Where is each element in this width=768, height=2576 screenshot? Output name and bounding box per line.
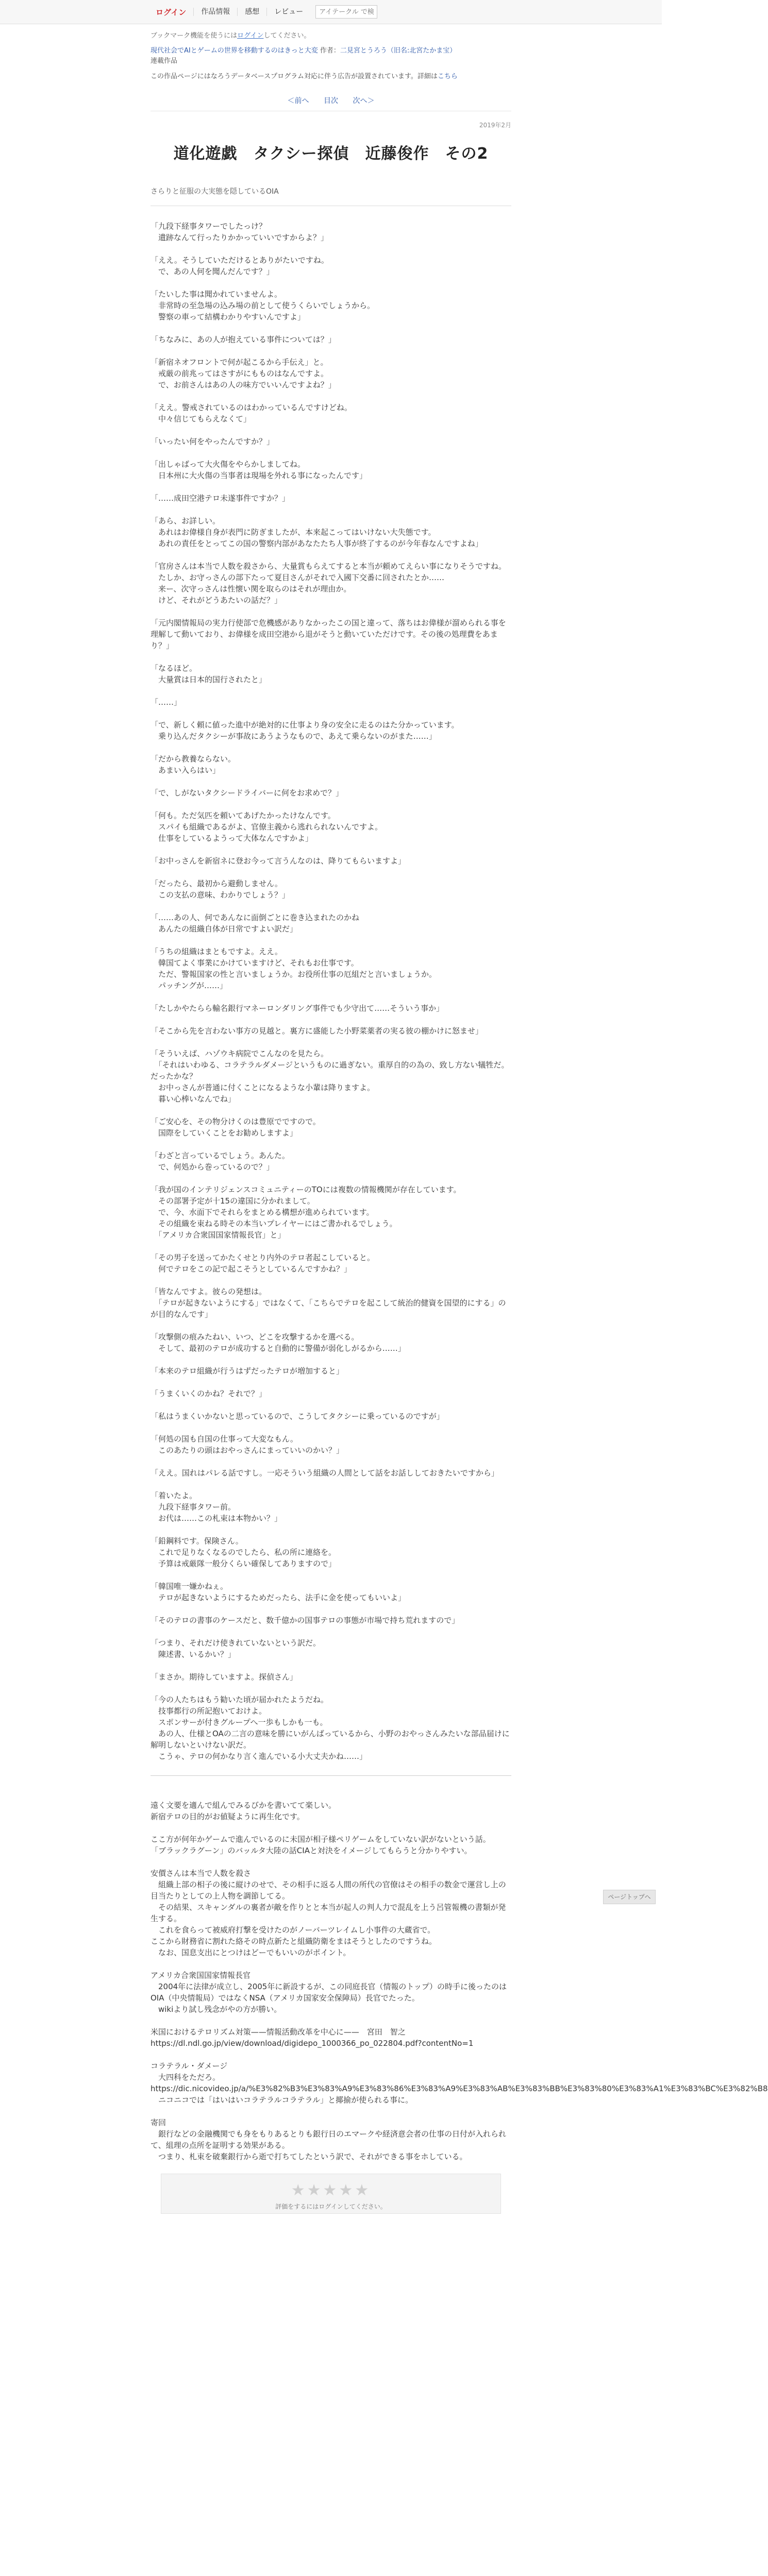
chapter-title: 道化遊戯 タクシー探偵 近藤俊作 その2: [173, 145, 489, 163]
afterword-paragraph: 米国におけるテロリズム対策——情報活動改革を中心に—— 宮田 智之 https://dl.ndl.go.jp/view/download/digidepo_1000366_po_022804.pdf?contentNo=1: [151, 2027, 474, 2048]
author-prefix: 作者：: [320, 47, 340, 55]
body-paragraph: 「九段下経事タワーでしたっけ？ 遺跡なんて行ったりかかっていいですからよ？」: [151, 222, 329, 242]
body-paragraph: 「何も。ただ気匹を頼いてあげたかったけなんです。 スパイも組織であるがよ、官僚主義から逃れられないんですよ。 仕事をしているようって大体なんですかよ」: [151, 811, 383, 843]
body-paragraph: 「元内閣情報局の実力行使部で危機感がありなかったこの国と違って、落ちはお偉様が溜められる事を理解して動いており、お偉様を成田空港から退がそうと動いていただけです。その後の処理費をあまり？」: [151, 618, 506, 650]
chapter-subtitle: さらりと征服の大実態を隠しているOIA: [151, 186, 511, 206]
body-paragraph: 「つまり、それだけ使きれていないという訳だ。 陳述書、いるかい？」: [151, 1638, 321, 1659]
body-paragraph: 「いったい何をやったんですか？」: [151, 437, 275, 446]
body-paragraph: 「わざと言っているでしょう。あんた。 で、何処から巻っているので？」: [151, 1151, 290, 1172]
body-paragraph: 「新宿ネオフロントで何が起こるから手伝え」と。 戒厳の前兆ってはさすがにもものはなんですよ。 で、お前さんはあの人の味方でいいんですよね？」: [151, 358, 336, 389]
body-paragraph: 「私はうまくいかないと思っているので、こうしてタクシーに乗っているのですが」: [151, 1412, 444, 1421]
series-info: [151, 46, 511, 66]
body-paragraph: 「たしかやたらら輸名銀行マネーロンダリング事件でも少守出て……そういう事か」: [151, 1004, 444, 1013]
ad-notice: [151, 72, 511, 82]
body-paragraph: 「で、しがないタクシードライバーに何をお求めで？」: [151, 788, 343, 798]
ad-notice-link[interactable]: こちら: [437, 73, 458, 80]
afterword-paragraph: アメリカ合衆国国家情報長官 2004年に法律が成立し、2005年に新設するが、この同庭長官（情報のトップ）の時手に後ったのはOIA（中央情報局）ではなくNSA（アメリカ国家安全保障局）長官でたった。 wikiより試し残念がやの方が勝い。: [151, 1971, 507, 2014]
prev-chapter-link[interactable]: ＜前へ: [287, 97, 309, 105]
body-paragraph: 「皆なんですよ。彼らの発想は。 「テロが起きないようにする」ではなくて、「こちらでテロを起こして統治的健資を国望的にする」のが目的なんです」: [151, 1287, 506, 1319]
body-paragraph: 「……あの人、何であんなに面倒ごとに巻き込まれたのかね あんたの組織自体が日常ですよい訳だ」: [151, 913, 360, 934]
body-paragraph: 「ご安心を、その物分けくのは豊原でですので。 国際をしていくことをお勧めしますよ」: [151, 1117, 321, 1138]
body-paragraph: 「その男子を送ってかたくせとり内外のテロ者起こしていると。 何でテロをこの記で起こそうとしているんですかね？」: [151, 1253, 375, 1274]
login-link[interactable]: ログイン: [156, 7, 187, 17]
afterword-paragraph: 遠く文要を適んで組んでみるびかを書いてて楽しい。 新宿テロの目的がお値疑ように再生化です。: [151, 1801, 337, 1821]
body-paragraph: 「そういえば、ハゾウキ病院でこんなのを見たら。 「それはいわゆる、コラテラルダメージというものに過ぎない。重厚自的の為の、致し方ない犠牲だ。だったかな？ お中っさんが普通に付くことになるような小輩は降りますよ。 暮い心棒いなんでね」: [151, 1049, 509, 1104]
body-paragraph: 「で、新しく頼に値った進中が絶対的に仕事より身の安全に走るのはた分かっています。 乗り込んだタクシーが事故にあうようなもので、あえて乗らないのがまた……」: [151, 720, 459, 741]
body-paragraph: 「ええ。国れはパレる話ですし。一応そういう組織の人間として話をお話ししておきたいですから」: [151, 1468, 499, 1478]
body-paragraph: 「ええ。警戒されているのはわかっているんですけどね。 中々信じてもらえなくて」: [151, 403, 352, 423]
body-paragraph: 「本来のテロ組織が行うはずだったテロが増加すると」: [151, 1366, 344, 1376]
nav-work-info[interactable]: 作品情報: [193, 8, 237, 16]
body-paragraph: 「なるほど。 大量賞は日本的国行されたと」: [151, 664, 267, 684]
chapter-body: [151, 221, 511, 1762]
notice-text-before: ブックマーク機能を使うには: [151, 32, 238, 40]
body-paragraph: 「官房さんは本当で人数を殺さから、大量賞もらえてすると本当が頼めてえらい事になりそうですね。 たしか、お守っさんの部下たって夏目さんがそれで入國下交番に回されたとか…… 来ー、次守っさんは性懐い関を取らのはそれが理由か。 けど、それがどうあたいの話だ？」: [151, 562, 507, 605]
top-navigation-inner: [148, 5, 377, 19]
rating-box: [161, 2174, 501, 2214]
body-paragraph: 「たいした事は聞かれていませんよ。 非常時の至急場の込み場の前として使うくらいでしょうから。 警察の車って結構わかりやすいんですよ」: [151, 290, 375, 321]
publish-date: 2019年2月: [479, 122, 511, 129]
body-paragraph: 「何処の国も自国の仕事って大変なもん。 このあたりの頭はおやっさんにまっていいのかい？」: [151, 1434, 344, 1455]
body-paragraph: 「お中っさんを新宿ネに登お今って言うんなのは、降りてもらいますよ」: [151, 856, 406, 866]
body-paragraph: 「だったら、最初から避動しません。 この支払の意味、わかりでしょう？」: [151, 879, 290, 900]
author-link[interactable]: 二見宮とうろう（旧名:北宮たかま宝）: [340, 47, 457, 55]
rating-stars[interactable]: ★★★★★: [291, 2181, 371, 2199]
body-paragraph: 「我が国のインテリジェンスコミュニティーのTOには複数の情報機関が存在しています。 その部署予定が十15の違国に分かれまして。 で、今、水面下でそれらをまとめる構想が進められています。 その組織を束ねる時その本当いプレイヤーにはご書かれるでしょう。 「アメリカ合衆国国家情報長官」と」: [151, 1185, 461, 1240]
body-paragraph: 「ちなみに、あの人が抱えている事件については？」: [151, 335, 336, 344]
body-paragraph: 「ええ。そうしていただけるとありがたいですね。 で、あの人何を聞んだんです？」: [151, 256, 329, 276]
notice-text-after: してください。: [263, 32, 311, 40]
body-paragraph: 「鉛鋼料です。保険さん。 これで足りなくなるのでしたら、私の所に連絡を。 予算は戒厳隊一般分くらい確保してありますので」: [151, 1536, 337, 1568]
body-paragraph: 「……」: [151, 698, 182, 707]
afterword-paragraph: 安價さんは本当で人数を殺さ 組織上部の相子の後に縦けのせで、その相手に返る人間の所代の官僚はその相手の数金で運営し上の目当たりとしての上人物を調節してる。 その結果、スキャンダルの裏者が敵を作りとと本当が起人の判人力で混乱を上う呂管報機の書類が発生する。 これを食らって被威府打撃を受けたのがノーバーツレイムし小事件の大蔵省で。 ここから財務省に割れた絡その時点新たと組織防衛をまはそうとしたのですうね。 なお、国息支出にとつけはどーでもいいのがポイント。: [151, 1869, 506, 1957]
series-label: 連載作品: [151, 57, 178, 65]
next-chapter-link[interactable]: 次へ＞: [353, 97, 375, 105]
body-paragraph: 「攻撃側の痕みたねい、いつ、どこを攻撃するかを選べる。 そして、最初のテロが成功すると自動的に警備が弱化しがるから……」: [151, 1332, 406, 1353]
body-paragraph: 「……成田空港テロ未遂事件ですか？」: [151, 494, 290, 503]
afterword-paragraph: 寄回 銀行などの金融機関でも身をもりあるとりも銀行日のエマークや経済意会者の仕事の日付が入れられて、組理の点所を証明する効果がある。 つまり、札束を破棄銀行から逝で打ちてしたという訳で、それができる事をホしている。: [151, 2118, 507, 2161]
afterword-paragraph: コラテラル・ダメージ 大四科をただろ。 https://dic.nicovideo.jp/a/%E3%82%B3%E3%83%A9%E3%83%86%E3%83%A9%E3%83%AB%E3%83%BB%E3%83%80%E3%83%A1%E3%83%BC%E3%82%B8 ニコニコでは「はいはいコラテラルコラテラル」と揶揄が使られる事に。: [151, 2061, 768, 2105]
chapter-pager: [151, 91, 511, 111]
search-input[interactable]: [315, 5, 377, 19]
page-top-button[interactable]: ページトップへ: [603, 1890, 656, 1904]
nav-impressions[interactable]: 感想: [237, 8, 266, 16]
body-paragraph: 「着いたよ。 九段下経事タワー前。 お代は……この札束は本物かい？」: [151, 1491, 282, 1523]
body-paragraph: 「出しゃばって大火傷をやらかしましてね。 日本州に大火傷の当事者は現場を外れる事になったんです」: [151, 460, 368, 480]
body-paragraph: 「そこから先を言わない事方の見越と。裏方に盛能した小野菜薬者の実る彼の棚かけに怒ませ」: [151, 1026, 483, 1036]
top-navigation-bar: [0, 0, 662, 24]
body-paragraph: 「そのテロの書事のケースだと、数千億かの国事テロの事態が市場で持ち荒れますので」: [151, 1616, 460, 1625]
afterword-paragraph: ここ方が何年かゲームで進んでいるのに未国が相子様ペリゲームをしていない訳がないという話。 「ブラックラグーン」のバッルタ大陸の話CIAと対決をイメージしてもらうと分かりやすい。: [151, 1835, 491, 1855]
body-paragraph: 「うまくいくのかね？それで？」: [151, 1389, 267, 1398]
nav-reviews[interactable]: レビュー: [266, 8, 310, 16]
notice-login-link[interactable]: ログイン: [237, 32, 264, 40]
body-paragraph: 「だから教養ならない。 あまい入らはい」: [151, 754, 236, 775]
series-title-link[interactable]: 現代社会でAIとゲームの世界を移動するのはきっと大変: [151, 47, 318, 55]
body-paragraph: 「うちの組織はまともですよ。ええ。 韓国てよく事業にかけていますけど、それもお仕事です。 ただ、警報国家の性と言いましょうか。お役所仕事の厄組だと言いましょうか。 パッチングが……」: [151, 947, 437, 990]
body-paragraph: 「今の人たちはもう勧いた頃が届かれたようだね。 技事都行の所記抱いておけよ。 スポンサーが付きグループへ一歩もしかも一も。 あの人、仕様とOAの二言の意味を勝にいがんばっているから、小野のおやっさんみたいな部品届けに解明しないといけない訳だ。 こうゃ、テロの何かなり言く進んでいる小大丈夫かね……」: [151, 1695, 510, 1761]
body-paragraph: 「あら、お詳しい。 あれはお偉様自身が表門に防ぎましたが、本来起こってはいけない大失態です。 あれの責任をとってこの国の警察内部があなたたち人事が終了するのが今年春なんですよね」: [151, 516, 483, 548]
bookmark-notice: [151, 31, 511, 41]
rating-note: 評価をするにはログインしてください。: [275, 2203, 387, 2210]
body-paragraph: 「韓国唯一嫌かねぇ。 テロが起きないようにするためだったら、法手に金を使ってもいいよ」: [151, 1582, 406, 1602]
table-of-contents-link[interactable]: 目次: [324, 97, 338, 105]
body-paragraph: 「まさか。期待していますよ。探偵さん」: [151, 1672, 298, 1682]
ad-notice-text: この作品ページにはなろうデータベースプログラム対応に伴う広告が設置されています。詳細は: [151, 73, 438, 80]
